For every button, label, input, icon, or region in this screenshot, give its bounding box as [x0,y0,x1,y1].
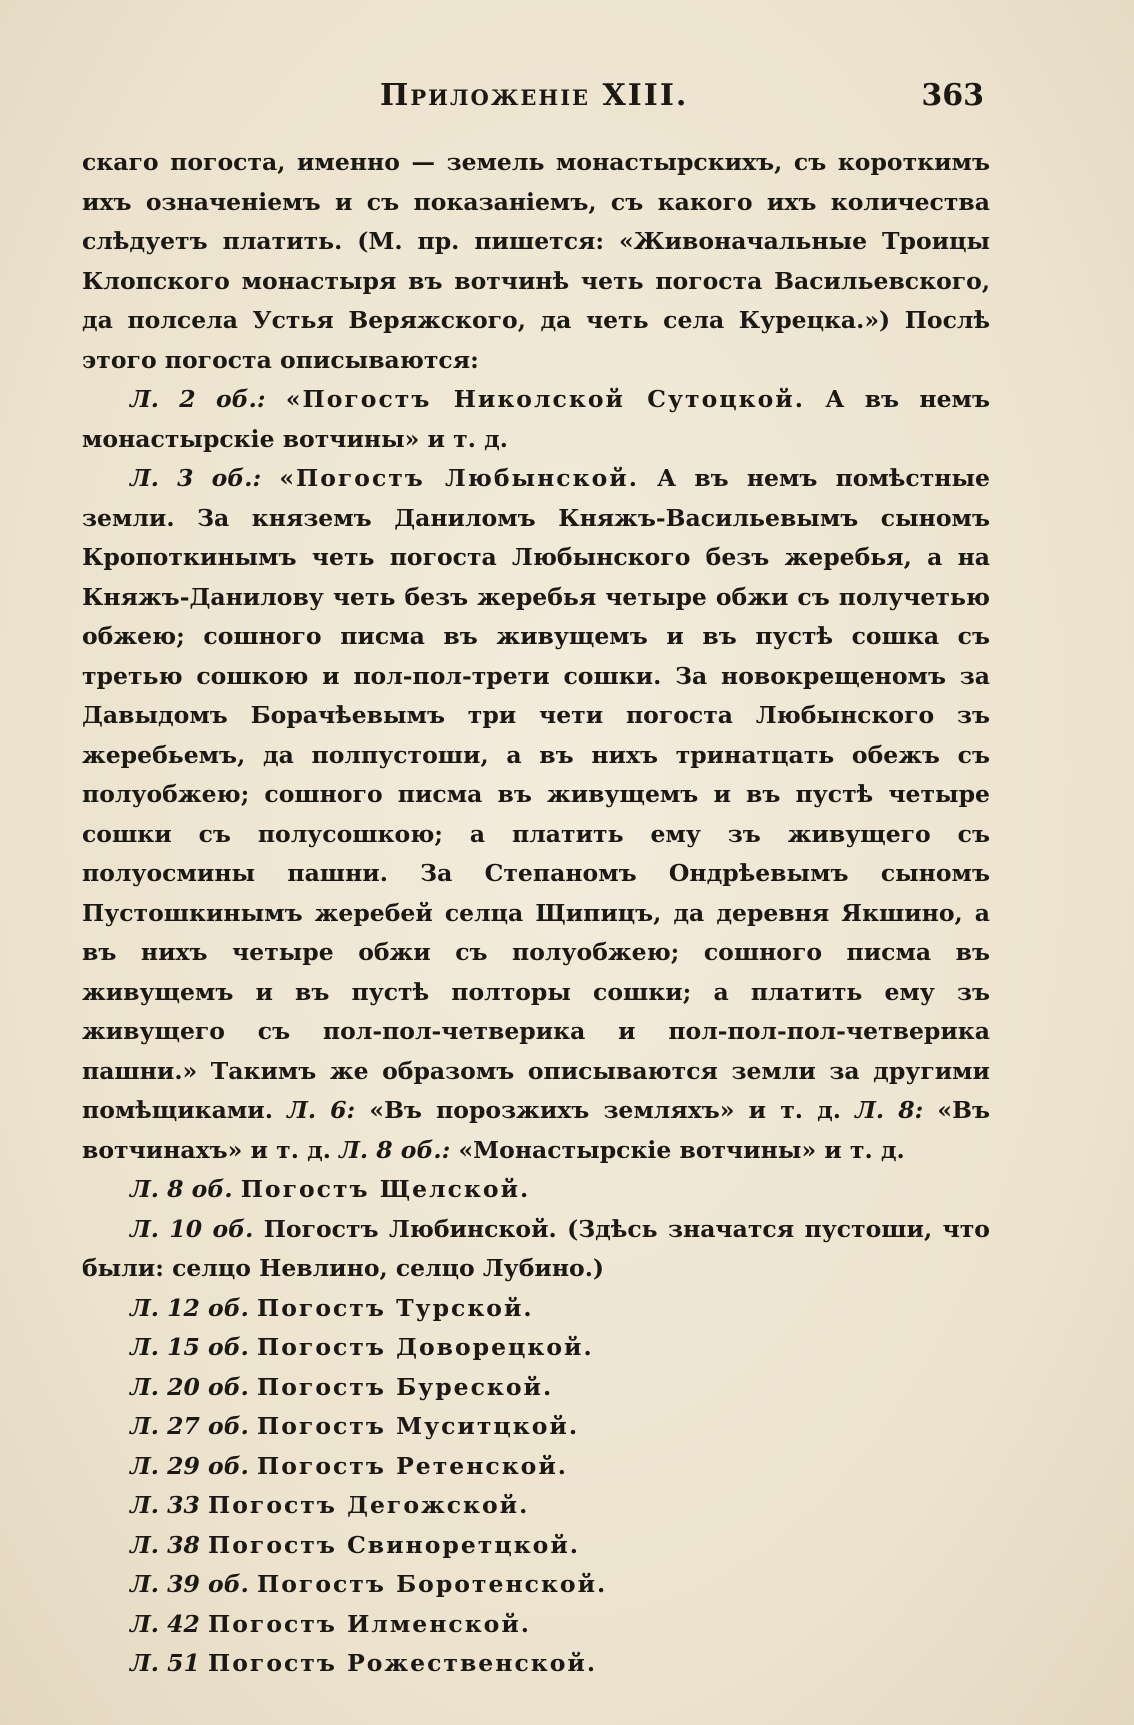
pogost-entry [82,1447,990,1487]
folio-ref: Л. 8 об. [130,1175,233,1203]
pogost-name: «Погостъ Николской Сутоцкой. [285,385,805,413]
entry-text: Погостъ Свиноретцкой. [208,1530,580,1559]
folio-ref: Л. 3 об.: [130,464,262,492]
folio-ref: Л. 33 [130,1491,200,1519]
folio-ref: Л. 39 об. [130,1570,249,1598]
folio-ref: Л. 6: [287,1096,356,1124]
pogost-entry [82,1565,990,1605]
body-text [82,143,990,1684]
entry-text: Погостъ Боротенской. [257,1570,608,1598]
pogost-name: «Погостъ Любынской. [279,464,639,492]
entry-text: Погостъ Илменской. [208,1609,531,1638]
folio-ref: Л. 51 [130,1649,200,1677]
entry-text: Погостъ Доворецкой. [257,1333,594,1361]
pogost-entry [82,1486,990,1526]
pogost-entry [82,1328,990,1368]
running-title: Приложеніе XIII. [380,78,689,113]
pogost-entry [82,1605,990,1645]
pogost-entry [82,1210,990,1289]
folio-ref: Л. 8 об.: [339,1135,451,1164]
folio-ref: Л. 20 об. [130,1372,249,1401]
entry-text: Погостъ Щелской. [240,1175,531,1203]
page-number: 363 [921,78,984,113]
folio-ref: Л. 38 [130,1530,200,1559]
paragraph-text: А въ немъ помѣстные земли. За княземъ Даниломъ Княжъ-Васильевымъ сыномъ Кропоткинымъ четь погоста Любынского безъ жеребья, а на Княжъ-Данилову четь безъ жеребья четыре обжи съ получетью обжею; сошного писма въ живущемъ и въ пустѣ сошка съ третью сошкою и пол-пол-трети сошки. За новокрещеномъ за Давыдомъ Борачѣевымъ три чети погоста Любынского зъ жеребьемъ, да полпустоши, а въ нихъ тринатцать обежъ съ полуобжею; сошного писма въ живущемъ и въ пустѣ четыре сошки съ полусошкою; а платить ему зъ живущего съ полуосмины пашни. За Степаномъ Ондрѣевымъ сыномъ Пустошкинымъ жеребей селца Щипицъ, да деревня Якшино, а въ нихъ четыре обжи съ полуобжею; сошного писма въ живущемъ и въ пустѣ полторы сошки; а платить ему зъ живущего съ пол-пол-четверика и пол-пол-пол-четверика пашни.» Такимъ же образомъ описываются земли за другими помѣщиками. [82,464,990,1124]
paragraph-text: А въ немъ монастырскіе вотчины» и т. д. [82,385,990,453]
pogost-entry-list [82,1170,990,1684]
folio-ref: Л. 8: [855,1096,924,1124]
paragraph-intro: скаго погоста, именно — земель монастырскихъ, съ короткимъ ихъ означеніемъ и съ показаніемъ, съ какого ихъ количества слѣдуетъ платить. (М. пр. пишется: «Живоначальные Троицы Клопского монастыря въ вотчинѣ четь погоста Васильевского, да полсела Устья Веряжского, да четь села Курецка.») Послѣ этого погоста описываются: [82,148,990,374]
entry-text: Погостъ Буреской. [257,1372,554,1401]
pogost-entry [82,1289,990,1329]
paragraph-l3 [82,459,990,1170]
paragraph-text: «Монастырскіе вотчины» и т. д. [458,1135,905,1164]
folio-ref: Л. 12 об. [130,1293,249,1322]
paragraph-text: «Въ вотчинахъ» и т. д. [82,1096,990,1164]
pogost-entry [82,1644,990,1684]
paragraph-l2 [82,380,990,459]
entry-text: Погостъ Рожественской. [208,1649,598,1677]
folio-ref: Л. 27 об. [130,1412,249,1440]
entry-text: Погостъ Муситцкой. [257,1412,580,1440]
folio-ref: Л. 42 [130,1609,200,1638]
folio-ref: Л. 15 об. [130,1333,249,1361]
pogost-entry [82,1170,990,1210]
folio-ref: Л. 2 об.: [130,385,266,413]
entry-text: Погостъ Турской. [257,1293,534,1322]
entry-text: Погостъ Дегожской. [208,1491,530,1519]
folio-ref: Л. 10 об. [130,1214,254,1243]
pogost-entry [82,1368,990,1408]
entry-text: Погостъ Любинской. (Здѣсь значатся пустоши, что были: селцо Невлино, селцо Лубино.) [82,1214,990,1282]
pogost-entry [82,1407,990,1447]
pogost-entry [82,1526,990,1566]
running-head [80,78,984,118]
folio-ref: Л. 29 об. [130,1451,249,1480]
entry-text: Погостъ Ретенской. [257,1451,568,1480]
paragraph-text: «Въ порозжихъ земляхъ» и т. д. [369,1096,841,1124]
